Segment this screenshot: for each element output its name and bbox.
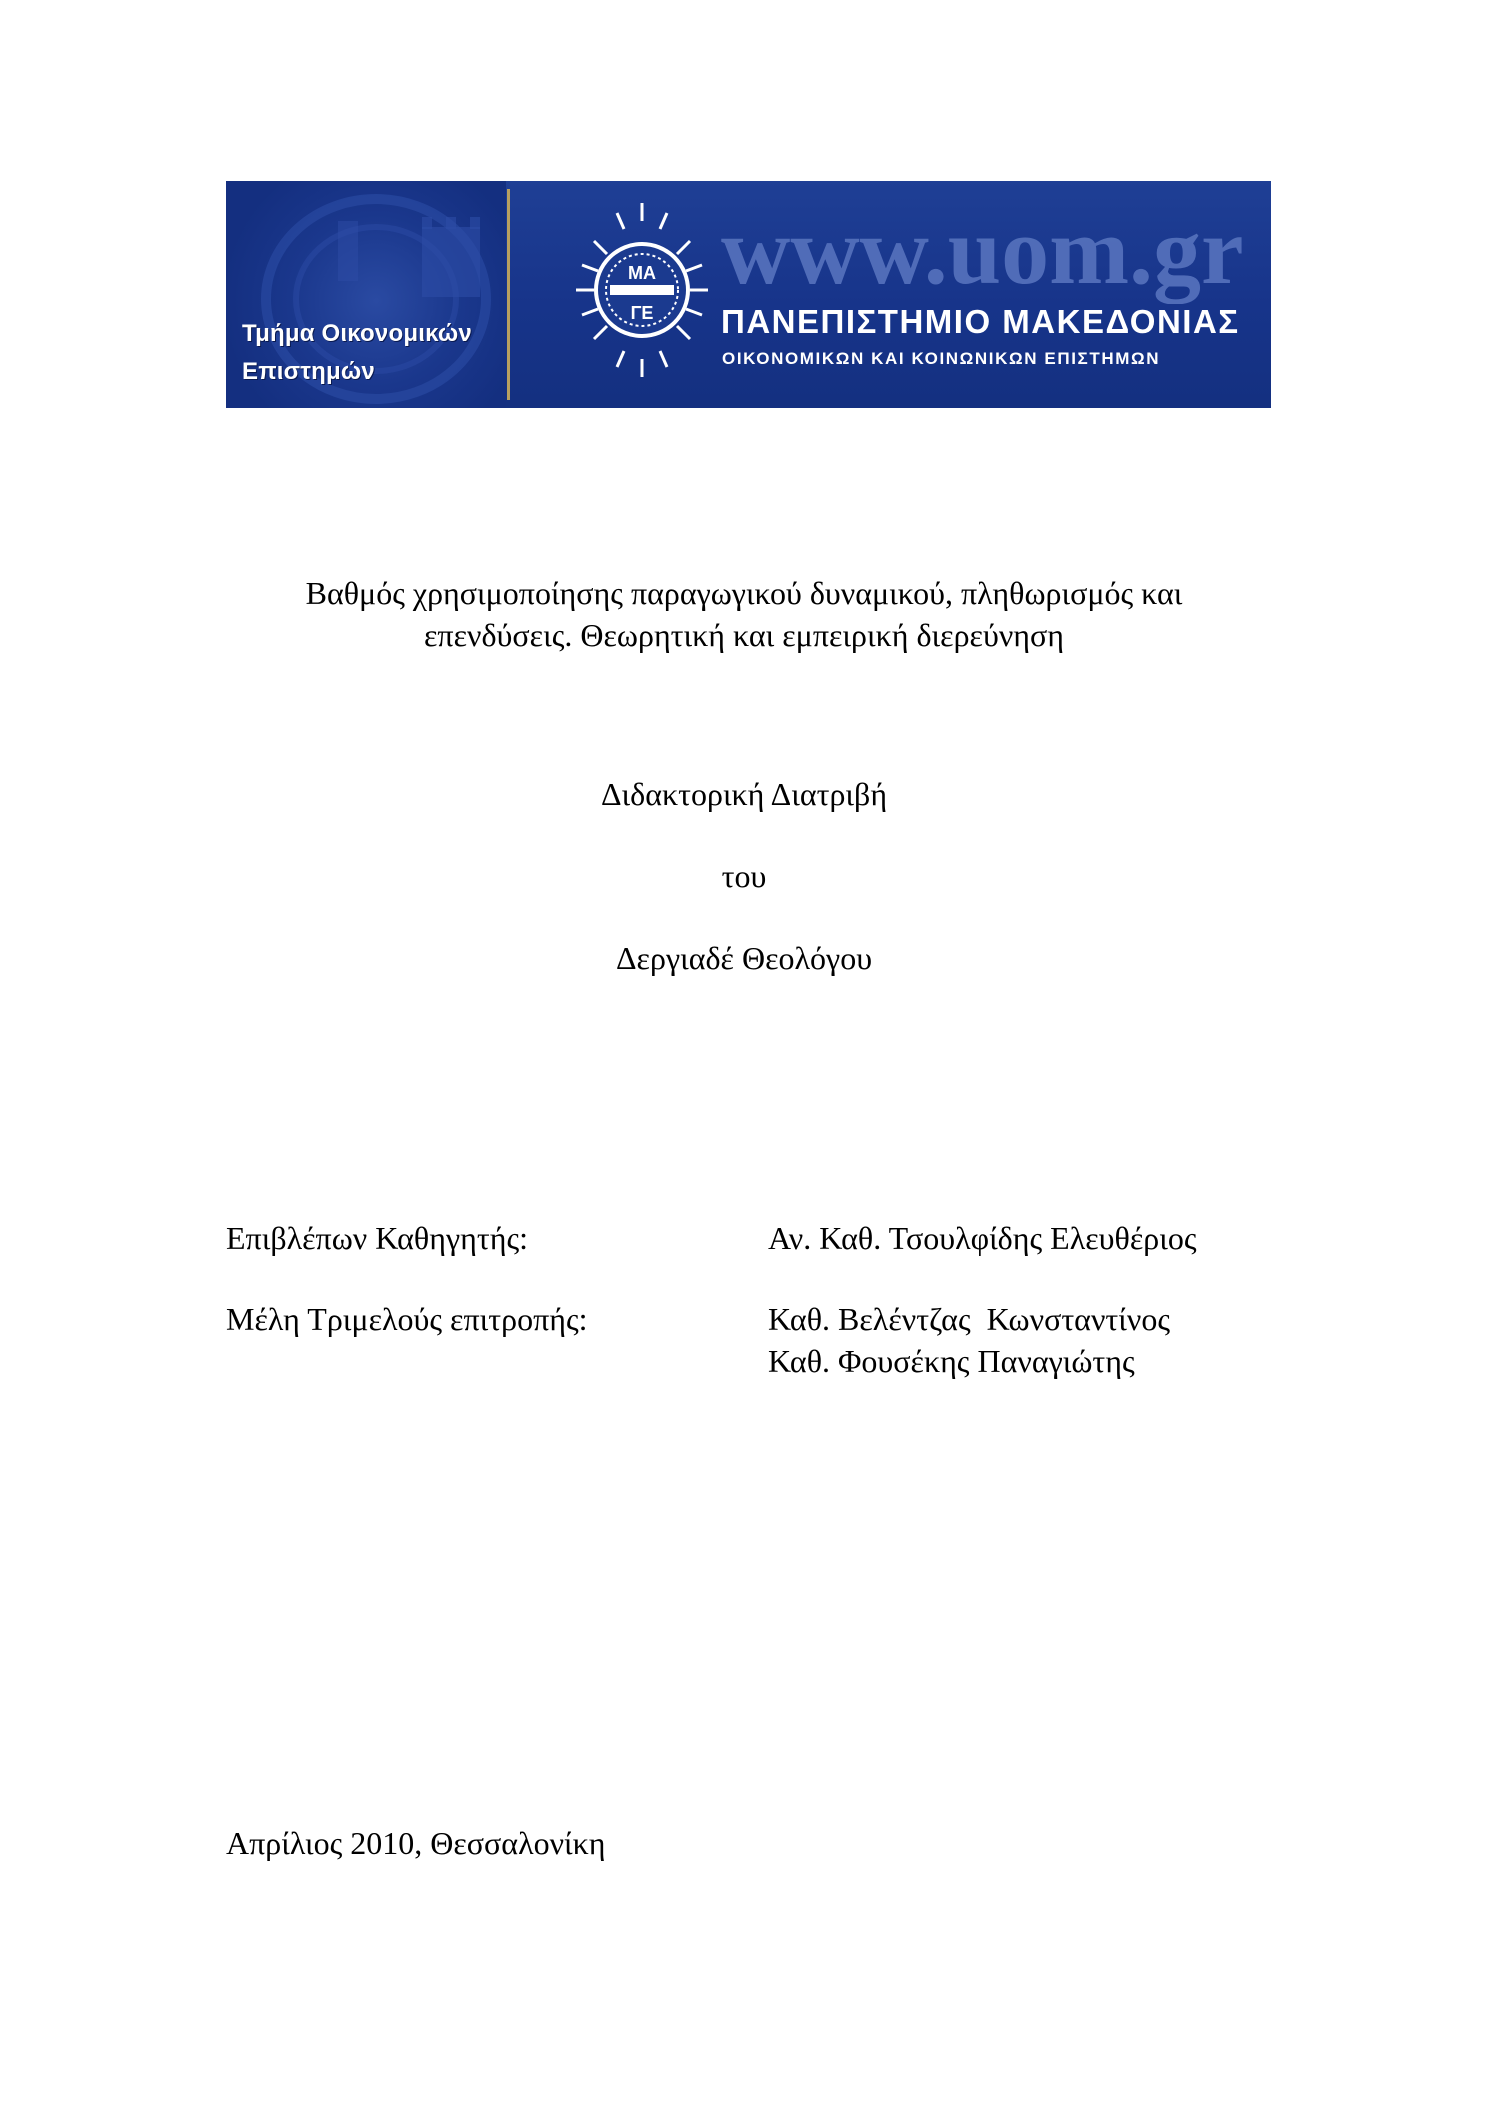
website-url: www.uom.gr xyxy=(721,197,1244,304)
banner-divider xyxy=(507,189,510,400)
supervisor-name: Αν. Καθ. Τσουλφίδης Ελευθέριος xyxy=(768,1220,1197,1256)
degree-type: Διδακτορική Διατριβή xyxy=(600,776,888,812)
seal-text-bottom: ΓΕ xyxy=(630,303,654,323)
committee-members-label: Μέλη Τριμελούς επιτροπής: xyxy=(226,1301,588,1337)
department-name-line2: Επιστημών xyxy=(242,358,375,385)
committee-member-2: Καθ. Φουσέκης Παναγιώτης xyxy=(768,1343,1135,1379)
department-name-line1: Τμήμα Οικονομικών xyxy=(242,320,472,347)
university-banner xyxy=(226,181,1271,408)
committee-member-1: Καθ. Βελέντζας Κωνσταντίνος xyxy=(768,1301,1171,1337)
thesis-title-line2: επενδύσεις. Θεωρητική και εμπειρική διερεύνηση xyxy=(423,617,1065,653)
seal-text-top: ΜΑ xyxy=(628,263,656,283)
thesis-title-line1: Βαθμός χρησιμοποίησης παραγωγικού δυναμικού, πληθωρισμός και xyxy=(305,575,1183,611)
department-panel xyxy=(226,181,506,408)
preposition: του xyxy=(721,858,767,894)
university-seal-icon xyxy=(572,195,712,385)
supervisor-label: Επιβλέπων Καθηγητής: xyxy=(226,1220,529,1256)
date-place: Απρίλιος 2010, Θεσσαλονίκη xyxy=(226,1825,606,1861)
author-name: Δεργιαδέ Θεολόγου xyxy=(615,940,873,976)
university-subtitle: ΟΙΚΟΝΟΜΙΚΩΝ ΚΑΙ ΚΟΙΝΩΝΙΚΩΝ ΕΠΙΣΤΗΜΩΝ xyxy=(722,349,1161,368)
university-name: ΠΑΝΕΠΙΣΤΗΜΙΟ ΜΑΚΕΔΟΝΙΑΣ xyxy=(721,303,1240,340)
thesis-title xyxy=(0,572,1488,656)
